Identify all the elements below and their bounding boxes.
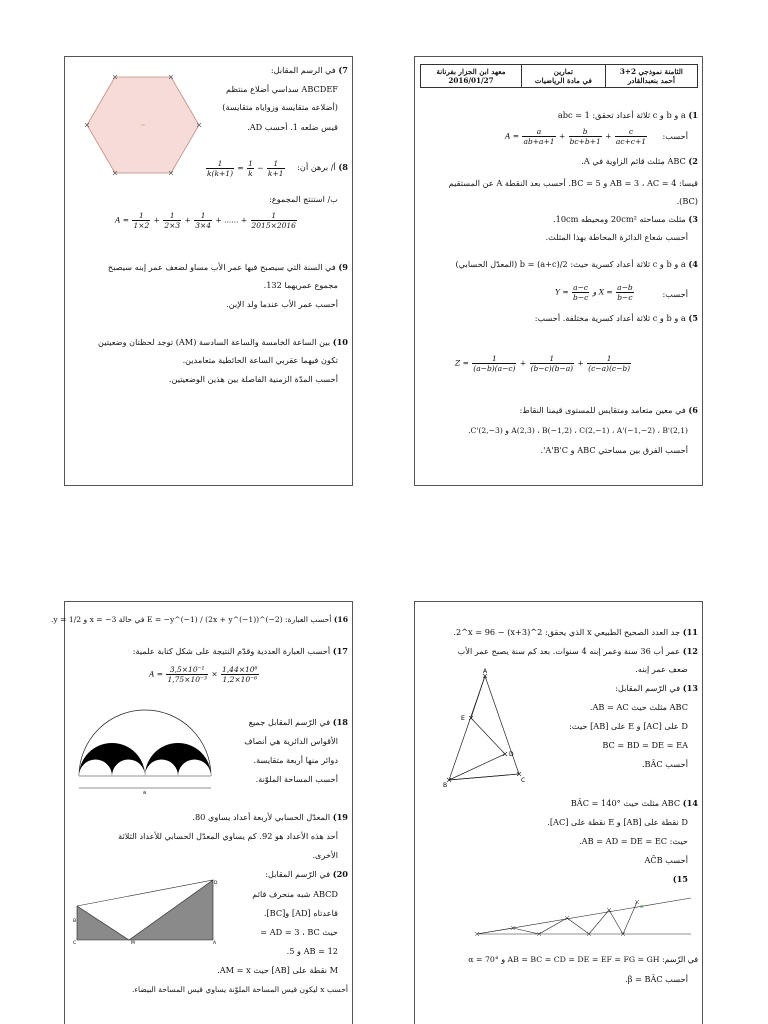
- zigzag-segments: [449, 676, 505, 780]
- ex13-line4: BC = BD = DE = EA: [602, 740, 688, 750]
- header-subject-cell: [521, 65, 605, 88]
- header-title: تمارين: [553, 67, 574, 76]
- ex10-line2: تكون فيهما عقربي الساعة الحائطية متعامدين.: [182, 355, 338, 365]
- label-m: M: [131, 941, 135, 946]
- ex8-formula1: $\frac{1}{k(k+1)}$ = $\frac{1}{k}$ − $\frac{1}{k+1}$: [207, 159, 284, 178]
- zigzag-figure-15: [477, 896, 691, 940]
- ex15-line1: في الرّسم: AB = BC = CD = DE = EF = FG = GH و α = 70°: [468, 955, 698, 964]
- ex8-line2: ب/ استنتج المجموع:: [269, 194, 338, 204]
- triangle-abc: [449, 676, 519, 780]
- alpha-label: α: [640, 904, 644, 910]
- ex6-line2: A(2,3) ، B(−1,2) ، C(2,−1) ، A'(−1,−2) ، B'(2,1) و C'(2,−3).: [468, 426, 688, 435]
- ex20-line2: ABCD شبه منحرف قائم: [252, 889, 338, 899]
- ex14-line2: D نقطة على [AB] و E نقطة على [AC].: [547, 817, 688, 827]
- header-class: الثامنة نموذجي 2+3: [619, 67, 683, 76]
- ex9-line3: أحسب عمر الأب عندما ولد الإبن.: [226, 299, 338, 309]
- semicircles-figure-18: [77, 704, 215, 794]
- label-c: C: [73, 941, 77, 946]
- label-a: A: [483, 668, 488, 675]
- ex14-line4: أحسب AĈB: [644, 855, 688, 865]
- dimension-label: a: [143, 790, 147, 796]
- ex3: 3) مثلث مساحته 20cm² ومحيطه 10cm.: [553, 214, 698, 224]
- ex7: 7) في الرسم المقابل:: [270, 65, 348, 75]
- ex9: 9) في السنة التي سيصبح فيها عمر الأب مساو لضعف عمر إبنه سيصبح: [107, 262, 348, 272]
- trapezoid-figure-20: [73, 878, 219, 944]
- ex13-line3: D على [AC] و E على [AB] حيث:: [569, 721, 688, 731]
- ex20: 20) في الرّسم المقابل:: [265, 869, 348, 879]
- header-teacher: أحمد بنعبدالقادر: [627, 76, 675, 85]
- ex8: 8) أ/ برهن أن:: [297, 162, 348, 172]
- page-3: [414, 601, 703, 1024]
- page-2: [64, 56, 353, 486]
- ex5: 5) a و b و c ثلاثة أعداد كسرية مختلفة. أحسب:: [534, 313, 698, 323]
- ex13: 13) في الرّسم المقابل:: [615, 683, 698, 693]
- ex9-line2: مجموع عمريهما 132.: [263, 280, 338, 290]
- ex19-line2: أحد هذه الأعداد هو 92. كم يساوي المعدّل الحسابي للأعداد الثلاثة: [118, 831, 338, 841]
- header-school-cell: [421, 65, 522, 88]
- ex20-line3: قاعدتاه [AD] و[BC].: [263, 908, 338, 918]
- header-date: 2016/01/27: [448, 76, 494, 85]
- zigzag-vertex-marks: [475, 900, 639, 936]
- header-school: معهد ابن الجزار بفرنانة: [436, 67, 506, 76]
- ex20-line4: حيث AD = 3 ، BC =: [260, 927, 338, 937]
- ex14: 14) ABC مثلث حيث BÂC = 140°: [570, 798, 698, 808]
- ex15: 15): [672, 874, 688, 884]
- triangle-vertex-marks: [447, 674, 521, 782]
- ex2: 2) ABC مثلث قائم الزاوية في A.: [581, 156, 698, 166]
- ex18-line3: دوائر منها أربعة متقايسة.: [253, 755, 338, 765]
- ex2-line3: (BC).: [676, 196, 698, 206]
- label-d: D: [509, 751, 514, 758]
- ex14-line3: حيث: AB = AD = DE = EC.: [579, 836, 688, 846]
- label-b: B: [443, 782, 448, 789]
- ex18-line4: أحسب المساحة الملوّنة.: [255, 774, 338, 784]
- zigzag-path: [477, 902, 637, 934]
- ex19-line3: الأخرى.: [312, 850, 338, 860]
- ex6-line3: أحسب الفرق بين مساحتي ABC و A'B'C'.: [540, 445, 688, 455]
- ex18: 18) في الرّسم المقابل جميع: [248, 717, 348, 727]
- ex20-line7: أحسب x ليكون قيس المساحة الملوّنة يساوي قيس المساحة البيضاء.: [131, 985, 348, 994]
- ex2-line2: قيسا: AB = 3 ، AC = 4 و BC = 5. أحسب بعد النقطة A عن المستقيم: [448, 178, 698, 188]
- hexagon-figure: [83, 75, 203, 175]
- ex13-line2: ABC مثلث حيث AB = AC.: [589, 702, 688, 712]
- triangle-figure-13: [441, 668, 531, 788]
- ex13-line5: أحسب BÂC.: [641, 759, 688, 769]
- page-1: [414, 56, 703, 486]
- ex10: 10) بين الساعة الخامسة والساعة السادسة (AM) توجد لحظتان وضعيتين: [98, 337, 348, 347]
- label-d: D: [214, 881, 218, 886]
- ex4: 4) a و b و c ثلاثة أعداد كسرية حيث: b = (a+c)/2 (المعدّل الحسابي): [455, 259, 698, 269]
- ex11: 11) جد العدد الصحيح الطبيعي x الذي يحقق: 2^(x+3) − 2^x = 96.: [453, 627, 698, 637]
- ex6: 6) في معين متعامد ومتقايس للمستوى قيمنا النقاط:: [519, 405, 698, 415]
- label-b: B: [73, 919, 77, 924]
- header-table: [420, 64, 698, 88]
- label-a: A: [213, 941, 217, 946]
- label-e: E: [461, 715, 465, 722]
- ex17: 17) أحسب العبارة العددية وقدّم النتيجة على شكل كتابة علمية:: [132, 646, 348, 656]
- ex16: 16) أحسب العبارة: E = −y^(−1) / (2x + y^(−1))^(−2) في حالة x = −3 و y = 1/2.: [50, 615, 348, 624]
- ex1-formula: A = $\frac{a}{ab+a+1}$ + $\frac{b}{bc+b+1}$ + $\frac{c}{ac+c+1}$: [505, 127, 647, 146]
- ex10-line3: أحسب المدّة الزمنية الفاصلة بين هذين الوضعيتين.: [168, 374, 338, 384]
- ex1-ask: أحسب:: [662, 131, 688, 141]
- page-4: [50, 601, 353, 1024]
- ex15-line2: أحسب β = BÂC.: [625, 974, 688, 984]
- ex20-line6: M نقطة على [AB] حيث AM = x.: [217, 965, 338, 975]
- ex17-formula: A = $\frac{\text{3,5×10⁻¹}}{\text{1,75×10⁻³}}$ × $\frac{\text{1,44×10⁶}}{\text{1,2×10⁻⁶}}$: [149, 665, 258, 684]
- ex7-line2: ABCDEF سداسي أضلاع منتظم: [226, 84, 338, 94]
- ex4-formula: Y = $\frac{a-c}{b-c}$ و X = $\frac{a-b}{b-c}$: [555, 283, 633, 302]
- header-subject: في مادة الرياضيات: [534, 76, 592, 85]
- ex18-line2: الأقواس الدائرية هي أنصاف: [244, 736, 338, 746]
- ex3-line2: أحسب شعاع الدائرة المحاطة بهذا المثلث.: [545, 232, 688, 242]
- ex20-line5: AB = 12 و 5.: [286, 946, 338, 956]
- ex12-line2: ضعف عمر إبنه.: [635, 664, 688, 674]
- ex7-line4: قيس ضلعه 1. أحسب AD.: [247, 122, 338, 132]
- header-class-cell: [605, 65, 697, 88]
- ex1: 1) a و b و c ثلاثة أعداد تحقق: abc = 1: [557, 110, 698, 120]
- ex5-formula: Z = $\frac{1}{(a-b)(a-c)}$ + $\frac{1}{(b-c)(b-a)}$ + $\frac{1}{(c-a)(c-b)}$: [455, 354, 631, 373]
- ex7-line3: (أضلاعه متقايسة وزواياه متقايسة): [222, 102, 338, 112]
- ex19: 19) المعدّل الحسابي لأربعة أعداد يساوي 80.: [192, 812, 348, 822]
- ex4-ask: أحسب:: [662, 289, 688, 299]
- label-c: C: [521, 777, 526, 784]
- ex12: 12) عمر أب 36 سنة وعمر إبنه 4 سنوات. بعد كم سنة يصبح عمر الأب: [457, 646, 698, 656]
- ex8-formula2: A = $\frac{1}{1\times 2}$ + $\frac{1}{2\times 3}$ + $\frac{1}{3\times 4}$ + ...... + $\frac{1}{2015\times 2016}$: [115, 211, 296, 230]
